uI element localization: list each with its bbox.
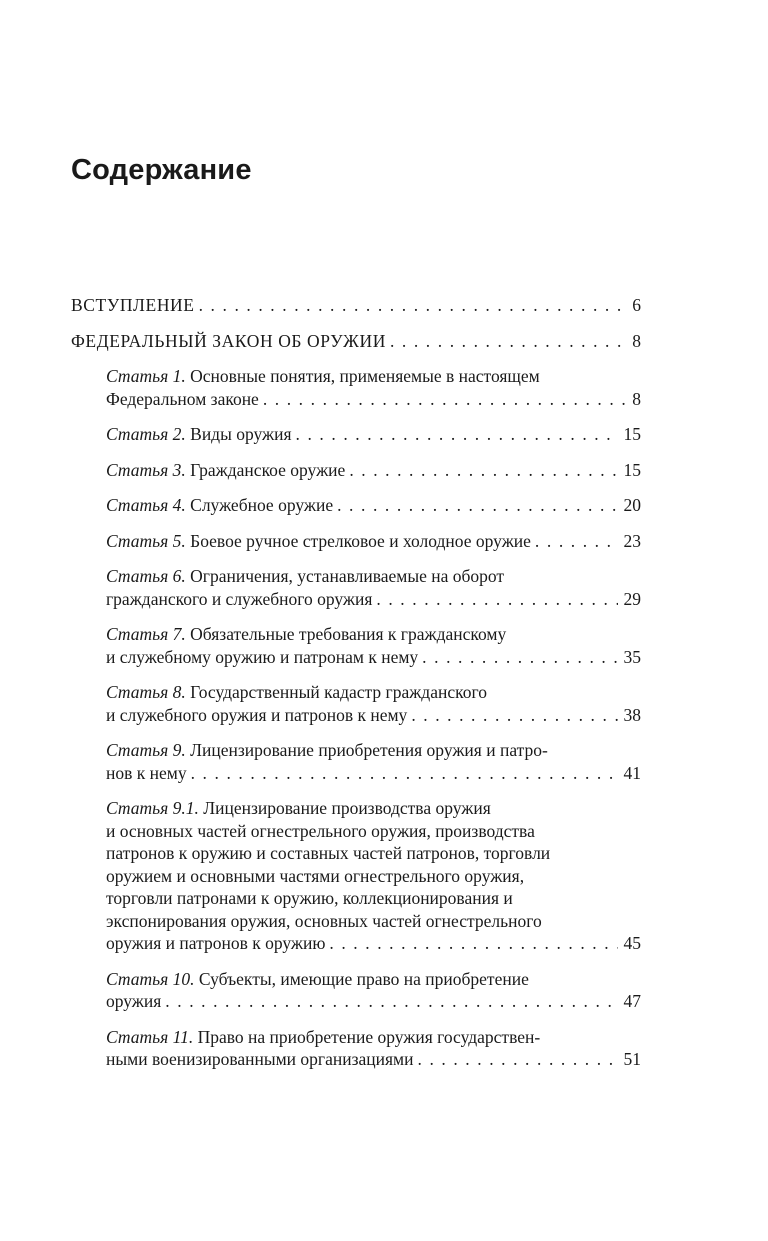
article-title-text: и служебному оружию и патронам к нему — [106, 646, 419, 667]
article-number: Статья 9.1. — [106, 798, 199, 818]
article-title-line — [106, 820, 641, 843]
article-title-last-line — [106, 990, 641, 1013]
toc-page-number: 8 — [632, 330, 641, 351]
dot-leader — [191, 762, 618, 785]
article-number: Статья 4. — [106, 495, 186, 515]
toc-page-number: 51 — [623, 1049, 641, 1069]
article-title-text — [106, 423, 292, 446]
page-title: Содержание — [71, 154, 252, 186]
dot-leader — [390, 330, 626, 353]
article-title-last-line — [106, 494, 641, 517]
article-title-text: и служебного оружия и патронов к нему — [106, 704, 408, 725]
article-title-text: оружия — [106, 991, 162, 1011]
article-title-text — [106, 932, 325, 955]
article-title-line — [106, 739, 641, 762]
article-title-text — [106, 494, 333, 517]
toc-page-number: 47 — [623, 991, 641, 1011]
toc-entry-article[interactable] — [106, 365, 641, 410]
article-number: Статья 6. — [106, 566, 186, 586]
article-title-text: Гражданское оружие — [190, 459, 346, 480]
article-title-text — [106, 1048, 414, 1071]
article-title-text: Служебное оружие — [190, 495, 334, 515]
article-title-last-line — [106, 704, 641, 727]
article-number: Статья 5. — [106, 530, 186, 551]
toc-entry-article[interactable] — [106, 423, 641, 446]
article-title-last-line — [106, 646, 641, 669]
article-title-text: ными военизированными организациями — [106, 1049, 414, 1069]
toc-entry-article[interactable] — [106, 494, 641, 517]
article-title-text: Государственный кадастр гражданского — [190, 682, 487, 702]
toc-entry-article[interactable] — [106, 1026, 641, 1071]
toc-page-number: 6 — [632, 295, 641, 315]
article-title-text: нов к нему — [106, 762, 187, 783]
dot-leader — [296, 423, 618, 446]
article-title-line — [106, 565, 641, 588]
article-list — [71, 365, 641, 1071]
article-title-text: Лицензирование производства оружия — [203, 798, 491, 818]
article-title-text — [106, 588, 372, 611]
article-title-last-line — [106, 932, 641, 955]
article-number: Статья 8. — [106, 682, 186, 702]
article-title-text — [106, 388, 259, 411]
article-number: Статья 7. — [106, 624, 186, 644]
article-title-text — [106, 990, 161, 1013]
toc-entry-article[interactable] — [106, 623, 641, 668]
dot-leader — [376, 588, 617, 611]
toc-page-number: 35 — [623, 646, 641, 667]
dot-leader — [263, 388, 626, 411]
toc-page-number: 23 — [623, 530, 641, 551]
article-title-text: Лицензирование приобретения оружия и патро- — [190, 740, 548, 760]
article-title-line — [106, 887, 641, 910]
article-title-line — [106, 968, 641, 991]
dot-leader — [411, 704, 617, 727]
dot-leader — [329, 932, 617, 955]
article-title-line — [106, 1026, 641, 1049]
article-title-last-line — [106, 762, 641, 785]
article-title-text: экспонирования оружия, основных частей огнестрельного — [106, 910, 542, 931]
article-number: Статья 1. — [106, 366, 186, 386]
article-title-text: Право на приобретение оружия государствен- — [197, 1026, 541, 1047]
article-title-text: патронов к оружию и составных частей патронов, торговли — [106, 843, 551, 863]
table-of-contents — [71, 294, 641, 1084]
article-title-last-line — [106, 530, 641, 553]
article-title-line — [106, 842, 641, 865]
article-title-text: оружия и патронов к оружию — [106, 933, 326, 953]
article-title-line — [106, 865, 641, 888]
article-title-text — [106, 459, 345, 482]
toc-page-number: 15 — [623, 459, 641, 480]
toc-entry-label: ФЕДЕРАЛЬНЫЙ ЗАКОН ОБ ОРУЖИИ — [71, 330, 386, 351]
article-title-text: Субъекты, имеющие право на приобретение — [198, 968, 529, 989]
dot-leader — [422, 646, 617, 669]
article-title-line — [106, 623, 641, 646]
article-number: Статья 9. — [106, 740, 186, 760]
article-number: Статья 2. — [106, 424, 186, 444]
article-title-last-line — [106, 459, 641, 482]
toc-page-number: 29 — [623, 588, 641, 609]
article-title-last-line — [106, 388, 641, 411]
article-title-text — [106, 762, 187, 785]
article-number: Статья 3. — [106, 459, 186, 480]
toc-page-number: 41 — [623, 762, 641, 783]
article-title-text: Боевое ручное стрелковое и холодное оружие — [190, 530, 531, 551]
article-title-text: Ограничения, устанавливаемые на оборот — [190, 566, 505, 586]
article-number: Статья 10. — [106, 968, 195, 989]
dot-leader — [349, 459, 617, 482]
toc-entry-article[interactable] — [106, 797, 641, 955]
toc-entry-article[interactable] — [106, 530, 641, 553]
dot-leader — [165, 990, 617, 1013]
article-title-line — [106, 910, 641, 933]
toc-page-number: 38 — [623, 704, 641, 725]
article-title-text — [106, 646, 418, 669]
article-title-line — [106, 681, 641, 704]
toc-page-number: 8 — [632, 388, 641, 409]
article-title-last-line — [106, 423, 641, 446]
article-title-text: оружием и основными частями огнестрельного оружия, — [106, 865, 525, 886]
toc-entry-article[interactable] — [106, 968, 641, 1013]
toc-entry-article[interactable] — [106, 459, 641, 482]
toc-page-number: 20 — [623, 495, 641, 515]
article-title-line — [106, 797, 641, 820]
article-title-text: торговли патронами к оружию, коллекционирования и — [106, 888, 513, 908]
dot-leader — [199, 294, 627, 317]
article-title-text: и основных частей огнестрельного оружия, производства — [106, 820, 535, 841]
article-title-text: Основные понятия, применяемые в настоящем — [190, 366, 540, 386]
article-title-text — [106, 704, 407, 727]
toc-entry-introduction[interactable] — [71, 294, 641, 317]
article-title-last-line — [106, 1048, 641, 1071]
toc-entry-article[interactable] — [106, 739, 641, 784]
article-title-text: Федеральном законе — [106, 388, 259, 409]
article-title-text: Обязательные требования к гражданскому — [190, 624, 507, 644]
article-title-text: Виды оружия — [190, 424, 292, 444]
dot-leader — [418, 1048, 618, 1071]
toc-page-number: 15 — [623, 424, 641, 444]
dot-leader — [337, 494, 617, 517]
article-title-last-line — [106, 588, 641, 611]
article-number: Статья 11. — [106, 1026, 194, 1047]
dot-leader — [535, 530, 618, 553]
article-title-text: гражданского и служебного оружия — [106, 588, 373, 609]
toc-entry-article[interactable] — [106, 681, 641, 726]
toc-entry-label: ВСТУПЛЕНИЕ — [71, 295, 195, 315]
article-title-line — [106, 365, 641, 388]
toc-entry-federal-law[interactable] — [71, 330, 641, 353]
toc-entry-article[interactable] — [106, 565, 641, 610]
toc-page-number: 45 — [623, 933, 641, 953]
article-title-text — [106, 530, 531, 553]
